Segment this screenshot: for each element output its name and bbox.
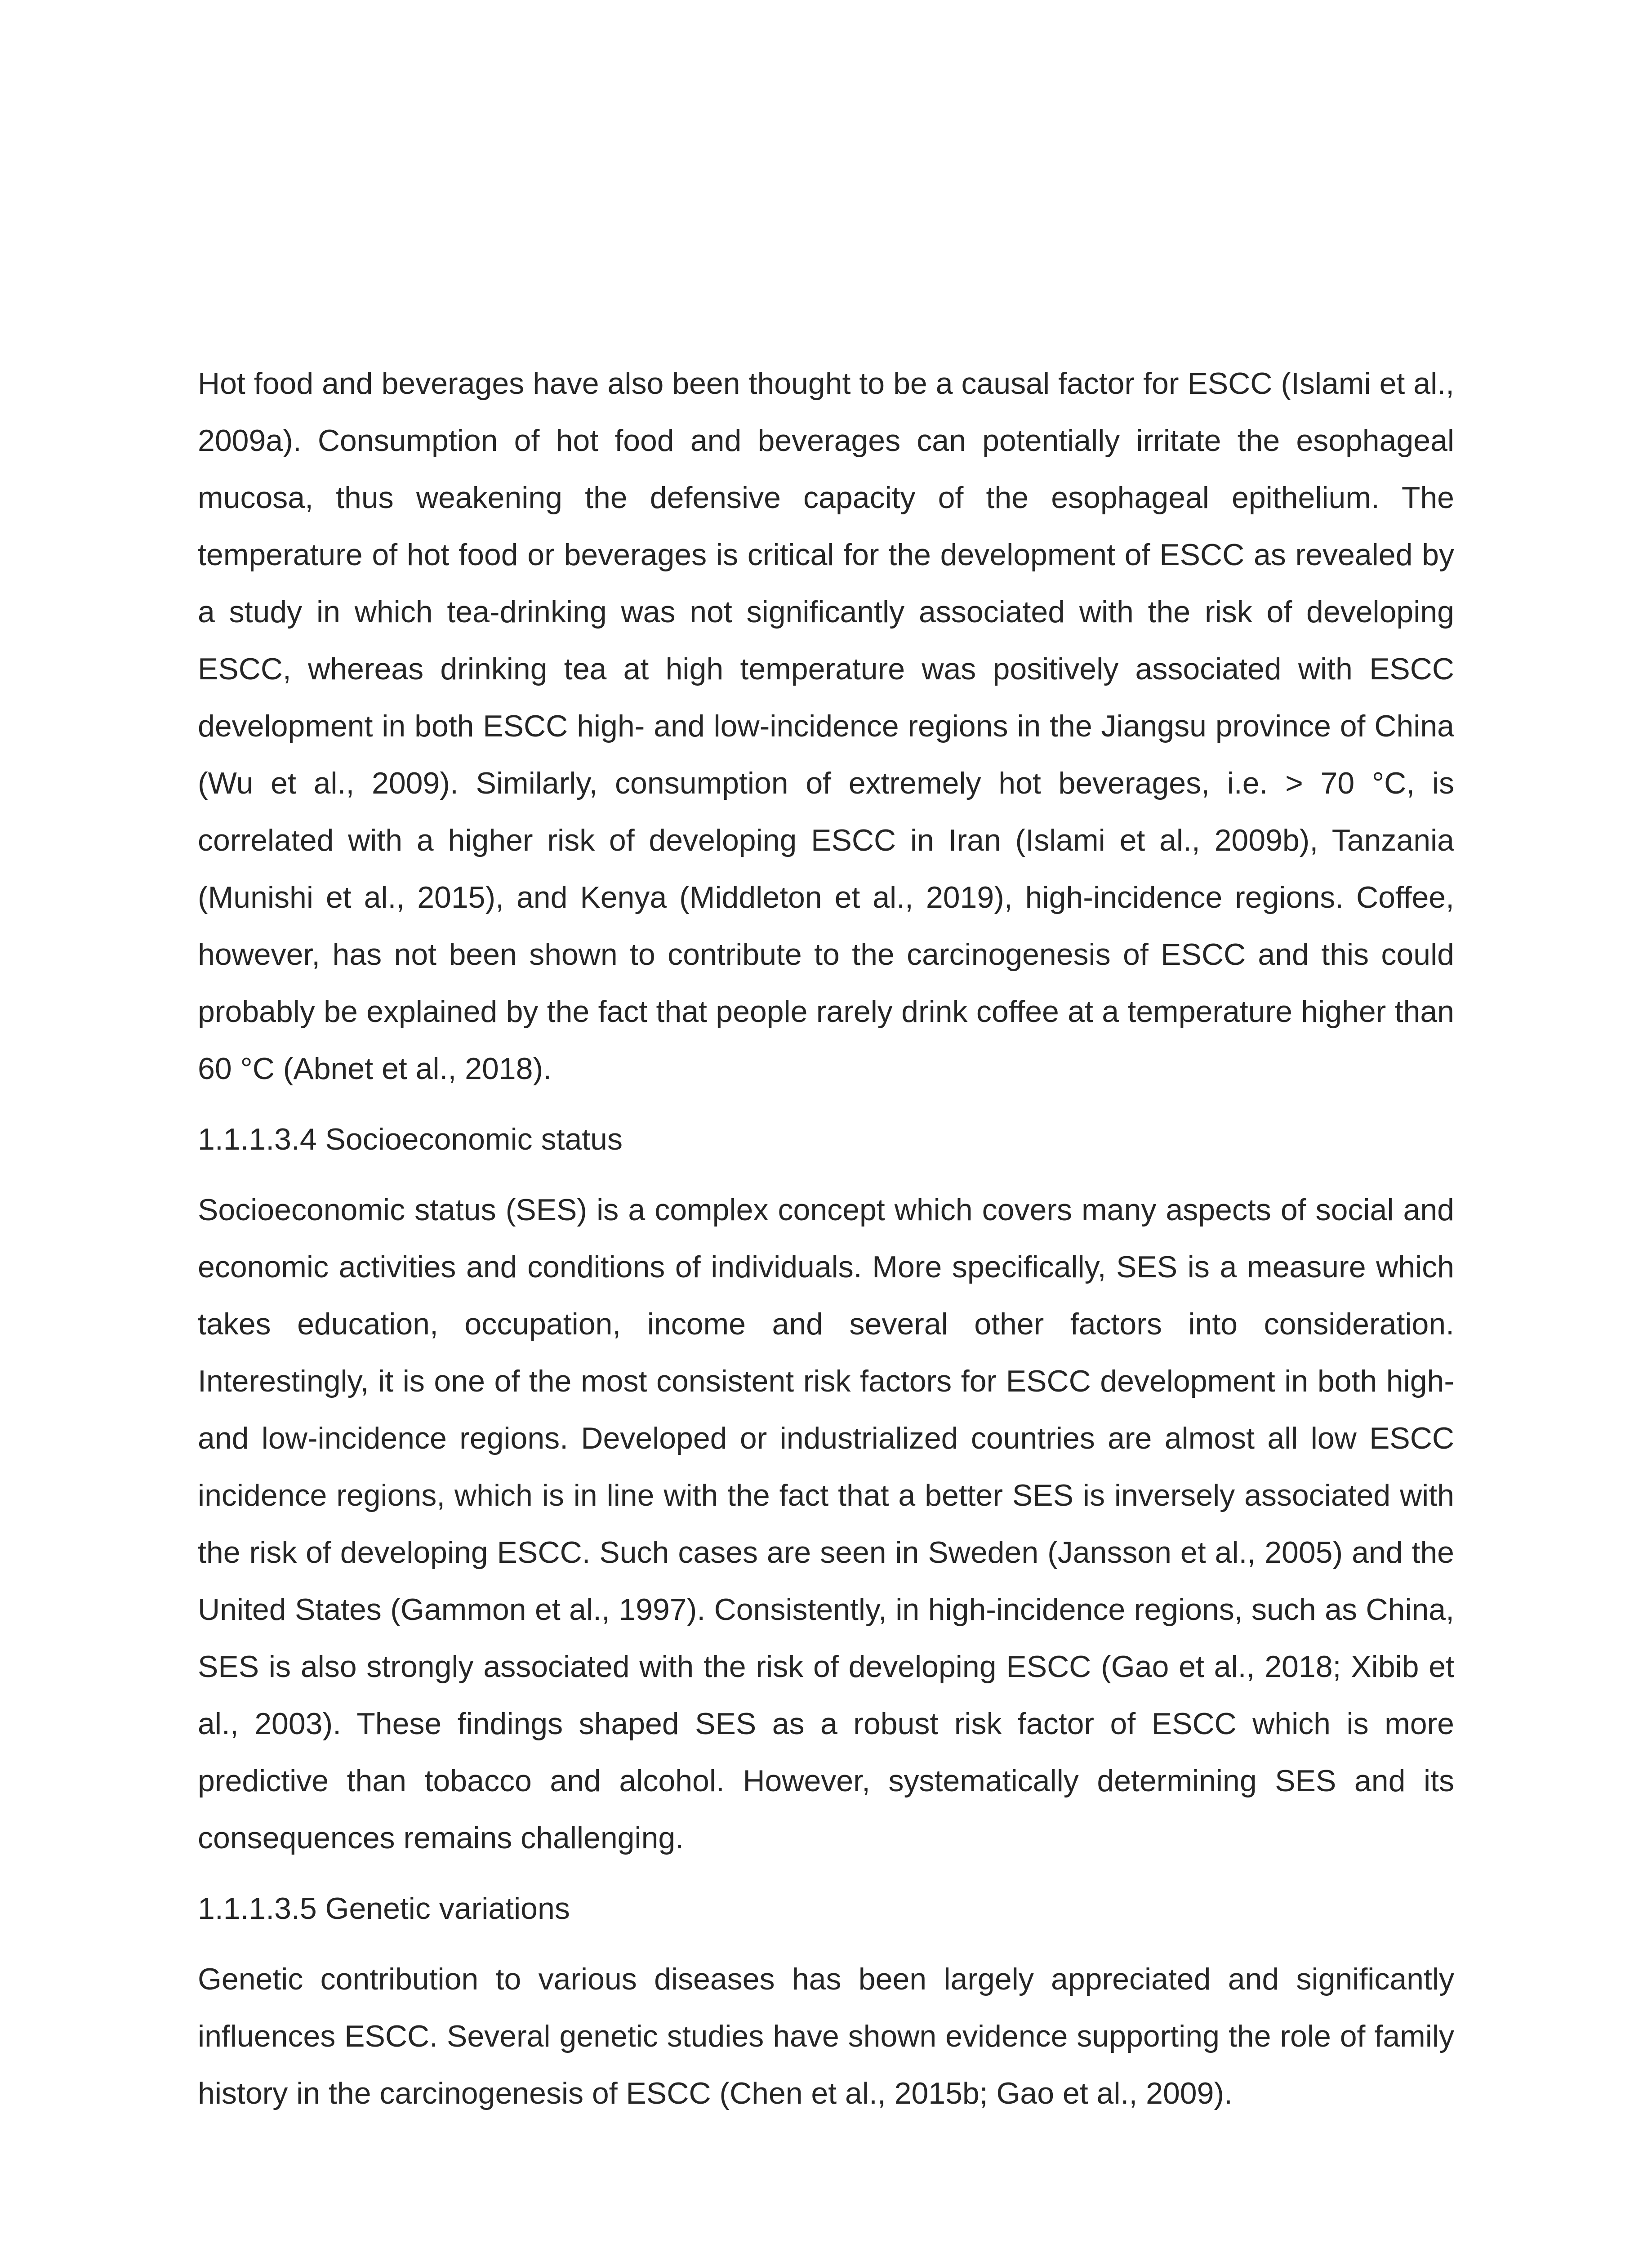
section-heading-genetic-variations: 1.1.1.3.5 Genetic variations <box>198 1891 570 1926</box>
paragraph-socioeconomic-status: Socioeconomic status (SES) is a complex concept which covers many aspects of social and economic activities and conditions of individuals. More specifically, SES is a measure which takes education, occupation, income and several other factors into consideration. Interestingly, it is one of the most consistent risk factors for ESCC development in both high- and low-incidence regions. Developed or industrialized countries are almost all low ESCC incidence regions, which is in line with the fact that a better SES is inversely associated with the risk of developing ESCC. Such cases are seen in Sweden (Jansson et al., 2005) and the United States (Gammon et al., 1997). Consistently, in high-incidence regions, such as China, SES is also strongly associated with the risk of developing ESCC (Gao et al., 2018; Xibib et al., 2003). These findings shaped SES as a robust risk factor of ESCC which is more predictive than tobacco and alcohol. However, systematically determining SES and its consequences remains challenging. <box>198 1193 1454 1855</box>
paragraph-hot-food: Hot food and beverages have also been thought to be a causal factor for ESCC (Islami et al., 2009a). Consumption of hot food and beverages can potentially irritate the esophageal mucosa, thus weakening the defensive capacity of the esophageal epithelium. The temperature of hot food or beverages is critical for the development of ESCC as revealed by a study in which tea-drinking was not significantly associated with the risk of developing ESCC, whereas drinking tea at high temperature was positively associated with ESCC development in both ESCC high- and low-incidence regions in the Jiangsu province of China (Wu et al., 2009). Similarly, consumption of extremely hot beverages, i.e. > 70 °C, is correlated with a higher risk of developing ESCC in Iran (Islami et al., 2009b), Tanzania (Munishi et al., 2015), and Kenya (Middleton et al., 2019), high-incidence regions. Coffee, however, has not been shown to contribute to the carcinogenesis of ESCC and this could probably be explained by the fact that people rarely drink coffee at a temperature higher than 60 °C (Abnet et al., 2018). <box>198 366 1454 1086</box>
section-heading-socioeconomic-status: 1.1.1.3.4 Socioeconomic status <box>198 1122 623 1156</box>
paragraph-genetic-variations: Genetic contribution to various diseases has been largely appreciated and significantly influences ESCC. Several genetic studies have shown evidence supporting the role of family history in the carcinogenesis of ESCC (Chen et al., 2015b; Gao et al., 2009). <box>198 1962 1454 2110</box>
page-body <box>198 355 1454 2122</box>
